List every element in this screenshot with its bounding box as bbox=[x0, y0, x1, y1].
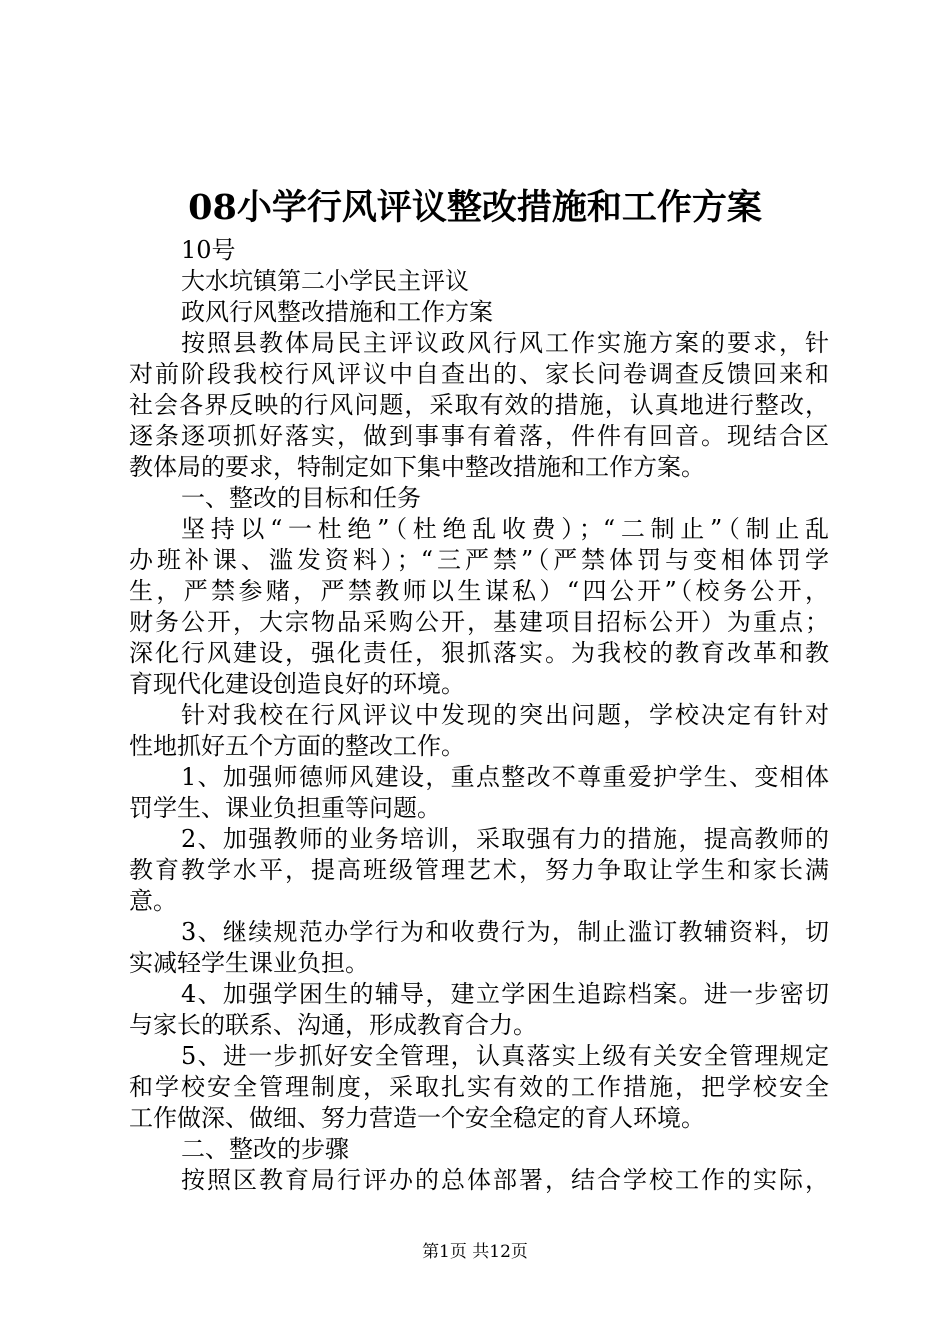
text-line: 深化行风建设，强化责任，狠抓落实。为我校的教育改革和教 bbox=[129, 639, 829, 667]
text-line: 针对我校在行风评议中发现的突出问题，学校决定有针对 bbox=[181, 701, 829, 729]
text-line: 财务公开，大宗物品采购公开，基建项目招标公开）为重点； bbox=[129, 608, 829, 636]
text-line: 生，严禁参赌，严禁教师以生谋私）“四公开”（校务公开， bbox=[129, 577, 829, 605]
text-line: 罚学生、课业负担重等问题。 bbox=[129, 794, 441, 822]
text-line: 按照区教育局行评办的总体部署，结合学校工作的实际， bbox=[181, 1166, 829, 1194]
text-line: 坚持以“一杜绝”（杜绝乱收费）；“二制止”（制止乱 bbox=[181, 515, 829, 543]
text-line: 按照县教体局民主评议政风行风工作实施方案的要求，针 bbox=[181, 329, 829, 357]
text-line: 对前阶段我校行风评议中自查出的、家长问卷调查反馈回来和 bbox=[129, 360, 829, 388]
list-item-1: 1、加强师德师风建设，重点整改不尊重爱护学生、变相体 bbox=[181, 763, 829, 791]
section-heading-steps: 二、整改的步骤 bbox=[181, 1135, 349, 1163]
document-body bbox=[129, 235, 829, 1196]
text-line: 实减轻学生课业负担。 bbox=[129, 949, 369, 977]
text-line-doc-number: 10号 bbox=[181, 236, 236, 264]
list-item-2: 2、加强教师的业务培训，采取强有力的措施，提高教师的 bbox=[181, 825, 829, 853]
text-line: 性地抓好五个方面的整改工作。 bbox=[129, 732, 465, 760]
text-line: 工作做深、做细、努力营造一个安全稳定的育人环境。 bbox=[129, 1104, 705, 1132]
text-line: 意。 bbox=[129, 887, 177, 915]
list-item-4: 4、加强学困生的辅导，建立学困生追踪档案。进一步密切 bbox=[181, 980, 829, 1008]
list-item-5: 5、进一步抓好安全管理，认真落实上级有关安全管理规定 bbox=[181, 1042, 829, 1070]
list-item-3: 3、继续规范办学行为和收费行为，制止滥订教辅资料，切 bbox=[181, 918, 829, 946]
text-line: 育现代化建设创造良好的环境。 bbox=[129, 670, 465, 698]
text-line: 办班补课、滥发资料）；“三严禁”（严禁体罚与变相体罚学 bbox=[129, 546, 829, 574]
text-line-subtitle: 政风行风整改措施和工作方案 bbox=[181, 298, 493, 326]
text-line: 与家长的联系、沟通，形成教育合力。 bbox=[129, 1011, 537, 1039]
text-line: 社会各界反映的行风问题，采取有效的措施，认真地进行整改， bbox=[129, 391, 829, 419]
text-line: 和学校安全管理制度，采取扎实有效的工作措施，把学校安全 bbox=[129, 1073, 829, 1101]
text-line: 教体局的要求，特制定如下集中整改措施和工作方案。 bbox=[129, 453, 705, 481]
text-line: 教育教学水平，提高班级管理艺术，努力争取让学生和家长满 bbox=[129, 856, 829, 884]
document-title: 08小学行风评议整改措施和工作方案 bbox=[188, 187, 762, 228]
text-line-school-name: 大水坑镇第二小学民主评议 bbox=[181, 267, 469, 295]
section-heading-goals: 一、整改的目标和任务 bbox=[181, 484, 421, 512]
text-line: 逐条逐项抓好落实，做到事事有着落，件件有回音。现结合区 bbox=[129, 422, 829, 450]
page-footer: 第1页 共12页 bbox=[422, 1242, 528, 1262]
